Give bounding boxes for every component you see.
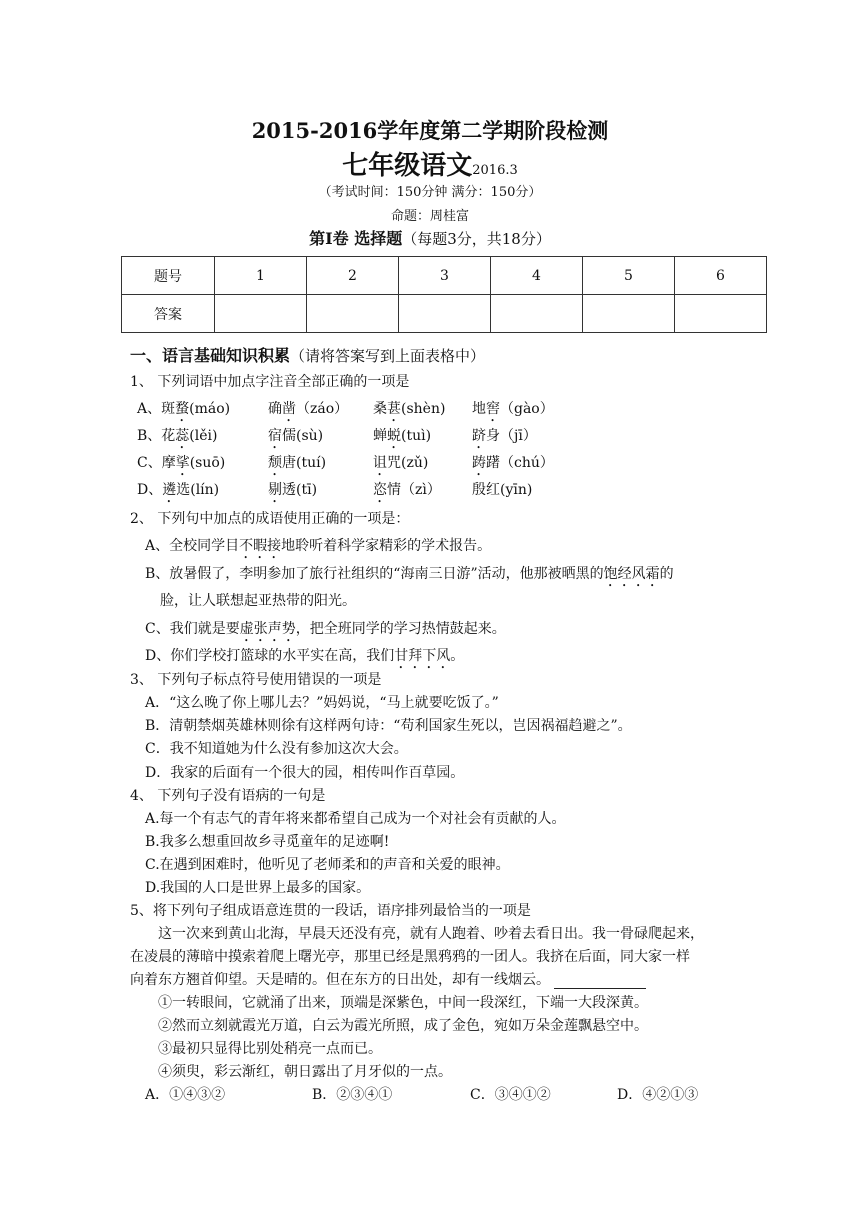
question-1-option-item bbox=[472, 479, 532, 506]
option-text: 。 bbox=[450, 648, 465, 664]
option-text: B、花 bbox=[137, 428, 176, 444]
subject-line bbox=[0, 145, 860, 182]
table-number-cell: 2 bbox=[307, 257, 399, 295]
question-4-option-a: A.每一个有志气的青年将来都希望自己成为一个对社会有贡献的人。 bbox=[145, 811, 566, 827]
option-text: C、摩 bbox=[137, 455, 176, 471]
dotted-idiom: 不暇接 bbox=[239, 538, 282, 554]
option-text: 透(tī) bbox=[282, 482, 318, 498]
option-text: 咒(zǔ) bbox=[387, 455, 429, 471]
answer-blank[interactable] bbox=[554, 974, 646, 989]
option-text: 红(yīn) bbox=[486, 482, 533, 498]
option-text: (máo) bbox=[189, 401, 231, 417]
option-text: 桑 bbox=[373, 401, 387, 417]
option-text: 地 bbox=[472, 401, 486, 417]
question-5-choice-a: A．①④③② bbox=[145, 1087, 226, 1103]
option-text: 殷 bbox=[472, 482, 486, 498]
question-5-passage-line3 bbox=[130, 969, 646, 989]
question-5-choice-b: B．②③④① bbox=[312, 1087, 393, 1103]
option-text: (shèn) bbox=[401, 401, 446, 417]
question-5-item-4: ④须臾，彩云渐红，朝日露出了月牙似的一点。 bbox=[158, 1064, 452, 1080]
part-heading bbox=[0, 226, 860, 249]
dotted-character: 蕊 bbox=[175, 428, 190, 444]
question-5-item-3: ③最初只显得比别处稍亮一点而已。 bbox=[158, 1041, 382, 1057]
question-5-stem: 5、将下列句子组成语意连贯的一段话，语序排列最恰当的一项是 bbox=[130, 903, 531, 919]
question-4-option-b: B.我多么想重回故乡寻觅童年的足迹啊! bbox=[145, 834, 390, 850]
dotted-character: 挲 bbox=[175, 455, 190, 471]
option-text: D、 bbox=[137, 482, 163, 498]
section-note: （请将答案写到上面表格中） bbox=[290, 347, 486, 365]
option-text: 唐(tuí) bbox=[282, 455, 327, 471]
passage-text: 向着东方翘首仰望。天是晴的。但在东方的日出处，却有一线烟云。 bbox=[130, 972, 550, 988]
exam-author: 命题：周桂富 bbox=[390, 209, 469, 224]
answer-cell[interactable] bbox=[675, 295, 767, 333]
question-5-choice-c: C．③④①② bbox=[470, 1087, 551, 1103]
option-text: 地聆听着科学家精彩的学术报告。 bbox=[281, 538, 492, 554]
option-text: (suō) bbox=[189, 455, 226, 471]
exam-date: 2016.3 bbox=[472, 163, 518, 178]
option-text: ，把全班同学的学习热情鼓起来。 bbox=[295, 621, 506, 637]
option-text: A、斑 bbox=[137, 401, 176, 417]
option-text: D、你们学校打篮球的水平实在高，我们 bbox=[145, 648, 395, 664]
table-number-cell: 3 bbox=[399, 257, 491, 295]
option-text: (lěi) bbox=[189, 428, 218, 444]
option-text: 躇（chú） bbox=[486, 455, 554, 471]
question-4-option-d: D.我国的人口是世界上最多的国家。 bbox=[145, 880, 371, 896]
option-text: 选(lín) bbox=[176, 482, 220, 498]
question-1-option-item bbox=[472, 452, 554, 479]
question-1-option-item bbox=[268, 425, 323, 452]
dotted-character: 凿 bbox=[282, 401, 296, 417]
dotted-idiom: 虚张声势 bbox=[239, 621, 296, 637]
question-1-option-item bbox=[137, 479, 219, 506]
question-2-option-c bbox=[145, 618, 506, 645]
question-1-option-item bbox=[373, 452, 428, 479]
question-1-option-item bbox=[137, 398, 230, 425]
answer-cell[interactable] bbox=[215, 295, 307, 333]
question-1-option-item bbox=[373, 479, 441, 506]
option-text: 的 bbox=[659, 566, 674, 582]
question-2-option-b-line2: 脸，让人联想起亚热带的阳光。 bbox=[160, 593, 356, 609]
option-text: B、放暑假了，李明参加了旅行社组织的“海南三日游”活动，他那被晒黑的 bbox=[145, 566, 604, 582]
answer-table-header-row bbox=[122, 257, 767, 295]
dotted-character: 遴 bbox=[162, 482, 177, 498]
option-text: 蝉 bbox=[373, 428, 387, 444]
question-1-option-item bbox=[268, 479, 317, 506]
question-4-option-c: C.在遇到困难时，他听见了老师柔和的声音和关爱的眼神。 bbox=[145, 857, 510, 873]
question-2-stem: 2、 下列句中加点的成语使用正确的一项是： bbox=[130, 511, 410, 527]
part-title: 第Ⅰ卷 选择题 bbox=[309, 229, 403, 248]
dotted-character: 剔 bbox=[268, 482, 282, 498]
exam-info: （考试时间：150分钟 满分：150分） bbox=[318, 185, 542, 200]
table-label-answer: 答案 bbox=[122, 295, 215, 333]
question-2-option-a bbox=[145, 535, 491, 562]
option-text: （gào） bbox=[500, 401, 554, 417]
option-text: 情（zì） bbox=[387, 482, 441, 498]
dotted-character: 颓 bbox=[268, 455, 282, 471]
question-4-stem: 4、 下列句子没有语病的一句是 bbox=[130, 788, 326, 804]
question-2-option-b bbox=[145, 563, 674, 590]
question-3-stem: 3、 下列句子标点符号使用错误的一项是 bbox=[130, 672, 382, 688]
dotted-character: 诅 bbox=[373, 455, 387, 471]
dotted-character: 宿 bbox=[268, 428, 282, 444]
table-number-cell: 1 bbox=[215, 257, 307, 295]
answer-cell[interactable] bbox=[583, 295, 675, 333]
option-text: (tuì) bbox=[401, 428, 432, 444]
table-number-cell: 4 bbox=[491, 257, 583, 295]
question-1-option-item bbox=[373, 398, 445, 425]
question-1-option-item bbox=[268, 452, 326, 479]
question-3-option-c: C．我不知道她为什么没有参加这次大会。 bbox=[145, 741, 408, 757]
exam-title: 2015-2016学年度第二学期阶段检测 bbox=[251, 118, 609, 143]
question-2-option-d bbox=[145, 645, 464, 672]
question-1-option-item bbox=[137, 452, 225, 479]
answer-table-answer-row bbox=[122, 295, 767, 333]
question-5-item-1: ①一转眼间，它就涌了出来，顶端是深紫色，中间一段深红，下端一大段深黄。 bbox=[158, 995, 648, 1011]
option-text: （záo） bbox=[296, 401, 349, 417]
dotted-character: 踌 bbox=[472, 455, 486, 471]
question-1-option-item bbox=[472, 398, 554, 425]
answer-cell[interactable] bbox=[399, 295, 491, 333]
dotted-character: 恣 bbox=[373, 482, 387, 498]
table-number-cell: 6 bbox=[675, 257, 767, 295]
question-3-option-b: B．清朝禁烟英雄林则徐有这样两句诗：“苟利国家生死以，岂因祸福趋避之”。 bbox=[145, 718, 632, 734]
answer-cell[interactable] bbox=[307, 295, 399, 333]
option-text: A、全校同学目 bbox=[145, 538, 240, 554]
table-number-cell: 5 bbox=[583, 257, 675, 295]
option-text: 身（jī） bbox=[486, 428, 537, 444]
dotted-character: 窖 bbox=[486, 401, 500, 417]
part-note: （每题3分，共18分） bbox=[402, 230, 551, 248]
answer-cell[interactable] bbox=[491, 295, 583, 333]
option-text: C、我们就是要 bbox=[145, 621, 240, 637]
dotted-character: 葚 bbox=[387, 401, 401, 417]
question-1-option-item bbox=[268, 398, 348, 425]
option-text: 儒(sù) bbox=[282, 428, 324, 444]
dotted-character: 跻 bbox=[472, 428, 486, 444]
table-label-number: 题号 bbox=[122, 257, 215, 295]
question-3-option-a: A．“这么晚了你上哪儿去？”妈妈说，“马上就要吃饭了。” bbox=[145, 695, 499, 711]
question-3-option-d: D．我家的后面有一个很大的园，相传叫作百草园。 bbox=[145, 765, 465, 781]
question-1-stem: 1、 下列词语中加点字注音全部正确的一项是 bbox=[130, 374, 410, 390]
section-title: 一、语言基础知识积累 bbox=[130, 346, 291, 365]
question-1-option-item bbox=[472, 425, 537, 452]
question-5-item-2: ②然而立刻就霞光万道，白云为霞光所照，成了金色，宛如万朵金莲飘悬空中。 bbox=[158, 1018, 648, 1034]
answer-table bbox=[121, 256, 767, 333]
question-5-passage-line1: 这一次来到黄山北海，早晨天还没有亮，就有人跑着、吵着去看日出。我一骨碌爬起来， bbox=[158, 926, 704, 942]
option-text: 确 bbox=[268, 401, 282, 417]
question-5-passage-line2: 在凌晨的薄暗中摸索着爬上曙光亭，那里已经是黑鸦鸦的一团人。我挤在后面，同大家一样 bbox=[130, 949, 690, 965]
dotted-idiom: 饱经风霜 bbox=[603, 566, 660, 582]
question-5-choice-d: D．④②①③ bbox=[617, 1087, 699, 1103]
question-1-option-item bbox=[137, 425, 217, 452]
dotted-character: 蝥 bbox=[175, 401, 190, 417]
question-1-option-item bbox=[373, 425, 431, 452]
subject-title: 七年级语文 bbox=[342, 151, 473, 181]
dotted-idiom: 甘拜下风 bbox=[394, 648, 451, 664]
section-heading bbox=[130, 343, 485, 366]
dotted-character: 蜕 bbox=[387, 428, 401, 444]
